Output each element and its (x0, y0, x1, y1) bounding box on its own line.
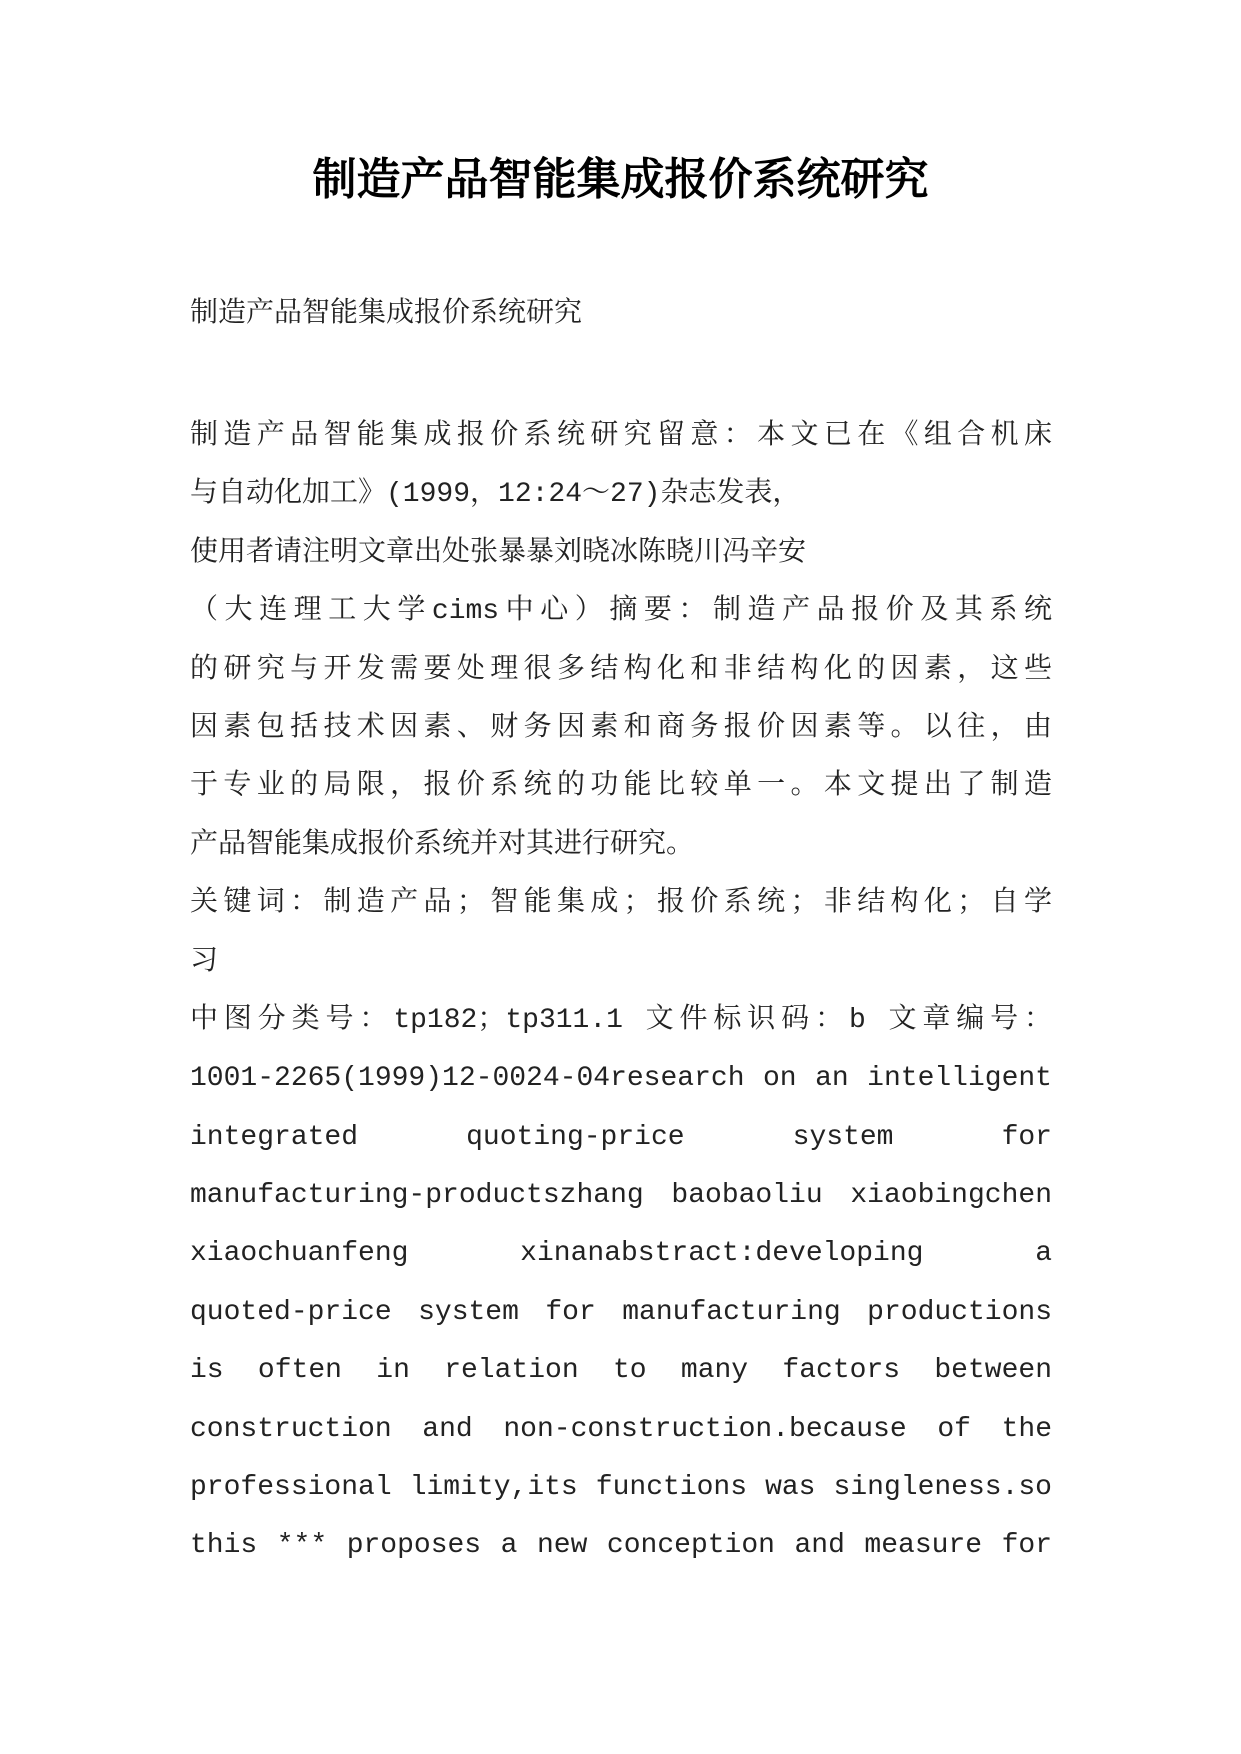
body-line: 关键词：制造产品；智能集成；报价系统；非结构化；自学 (190, 888, 1052, 920)
body-line: 产品智能集成报价系统并对其进行研究。 (190, 829, 695, 861)
body-line: manufacturing-productszhang baobaoliu xiaobingchen (190, 1180, 1052, 1212)
body-line: 的研究与开发需要处理很多结构化和非结构化的因素，这些 (190, 654, 1052, 686)
body-line: 因素包括技术因素、财务因素和商务报价因素等。以往，由 (190, 712, 1052, 744)
body-line: 于专业的局限，报价系统的功能比较单一。本文提出了制造 (190, 771, 1052, 803)
body-line: this *** proposes a new conception and measure for (190, 1530, 1052, 1562)
body-line: （大连理工大学cims中心）摘要：制造产品报价及其系统 (190, 596, 1052, 628)
body-line: construction and non-construction.because of the (190, 1413, 1052, 1445)
body-line: 使用者请注明文章出处张暴暴刘晓冰陈晓川冯辛安 (190, 537, 807, 569)
body-line: integrated quoting-price system for (190, 1121, 1052, 1153)
body-line: 与自动化加工》(1999，12:24～27)杂志发表， (190, 479, 801, 511)
body-line: is often in relation to many factors between (190, 1355, 1052, 1387)
document-title: 制造产品智能集成报价系统研究 (312, 154, 929, 205)
document-subtitle: 制造产品智能集成报价系统研究 (190, 299, 583, 330)
body-line: 制造产品智能集成报价系统研究留意：本文已在《组合机床 (190, 421, 1052, 452)
body-line: professional limity,its functions was singleness.so (190, 1472, 1052, 1504)
body-line: 1001-2265(1999)12-0024-04research on an intelligent (190, 1063, 1052, 1095)
document-body (190, 408, 1052, 1576)
body-line: 习 (190, 946, 219, 978)
body-line: 中图分类号：tp182；tp311.1 文件标识码：b 文章编号： (190, 1004, 1052, 1036)
body-line: xiaochuanfeng xinanabstract:developing a (190, 1238, 1052, 1270)
body-line: quoted-price system for manufacturing productions (190, 1296, 1052, 1328)
